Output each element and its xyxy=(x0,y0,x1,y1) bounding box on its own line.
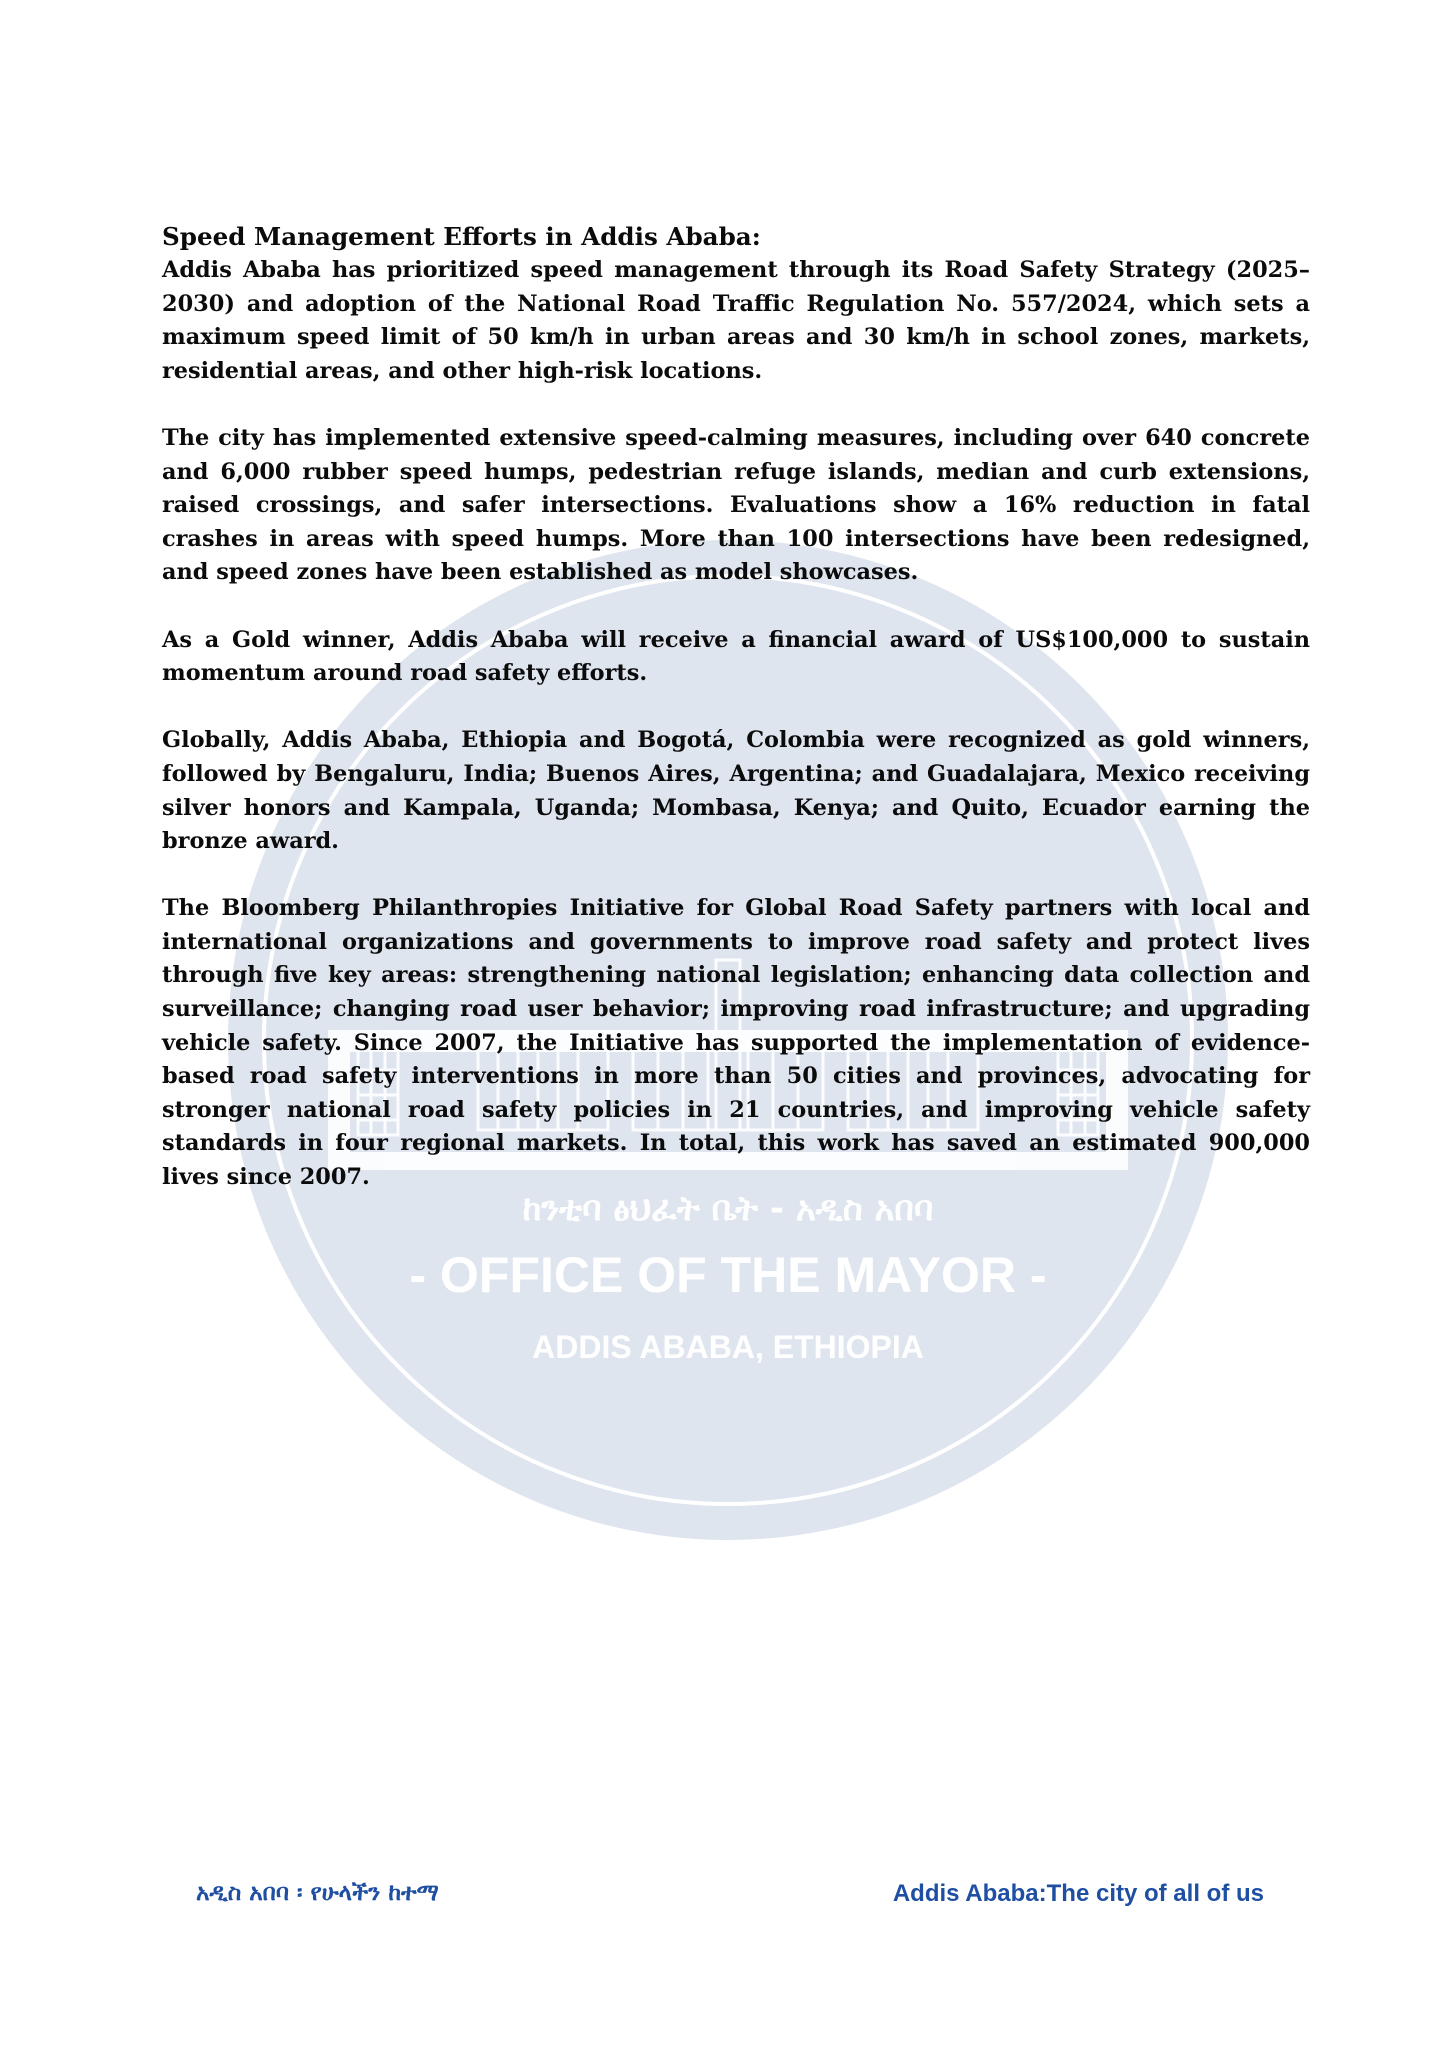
paragraph-speed-calming: The city has implemented extensive speed-calming measures, including over 640 concrete and 6,000 rubber speed humps, pedestrian refuge islands, median and curb extensions, raised crossings, and safer intersections. Evaluations show a 16% reduction in fatal crashes in areas with speed humps. More than 100 intersections have been redesigned, and speed zones have been established as model showcases. xyxy=(162,424,1310,586)
paragraph-speed-strategy: Addis Ababa has prioritized speed management through its Road Safety Strategy (2025–2030) and adoption of the National Road Traffic Regulation No. 557/2024, which sets a maximum speed limit of 50 km/h in urban areas and 30 km/h in school zones, markets, residential areas, and other high-risk locations. xyxy=(162,257,1310,384)
document-body xyxy=(162,220,1310,1228)
footer-amharic-slogan: አዲስ አበባ ፡ የሁላችን ከተማ xyxy=(196,1880,439,1906)
paragraph-gold-award: As a Gold winner, Addis Ababa will receive a financial award of US$100,000 to sustain momentum around road safety efforts. xyxy=(162,626,1310,687)
section-heading: Speed Management Efforts in Addis Ababa: xyxy=(162,222,761,251)
watermark-amharic-line: ከንቲባ ፅህፈት ቤት - አዲስ አበባ xyxy=(522,1189,934,1229)
footer-english-slogan: Addis Ababa:The city of all of us xyxy=(892,1880,1264,1907)
watermark-title: - OFFICE OF THE MAYOR - xyxy=(409,1247,1047,1303)
paragraph-global-winners: Globally, Addis Ababa, Ethiopia and Bogotá, Colombia were recognized as gold winners, followed by Bengaluru, India; Buenos Aires, Argentina; and Guadalajara, Mexico receiving silver honors and Kampala, Uganda; Mombasa, Kenya; and Quito, Ecuador earning the bronze award. xyxy=(162,727,1310,855)
paragraph-bloomberg-initiative: The Bloomberg Philanthropies Initiative for Global Road Safety partners with local and international organizations and governments to improve road safety and protect lives through five key areas: strengthening national legislation; enhancing data collection and surveillance; changing road user behavior; improving road infrastructure; and upgrading vehicle safety. Since 2007, the Initiative has supported the implementation of evidence-based road safety interventions in more than 50 cities and provinces, advocating for stronger national road safety policies in 21 countries, and improving vehicle safety standards in four regional markets. In total, this work has saved an estimated 900,000 lives since 2007. xyxy=(162,895,1310,1191)
watermark-subtitle: ADDIS ABABA, ETHIOPIA xyxy=(532,1329,924,1365)
